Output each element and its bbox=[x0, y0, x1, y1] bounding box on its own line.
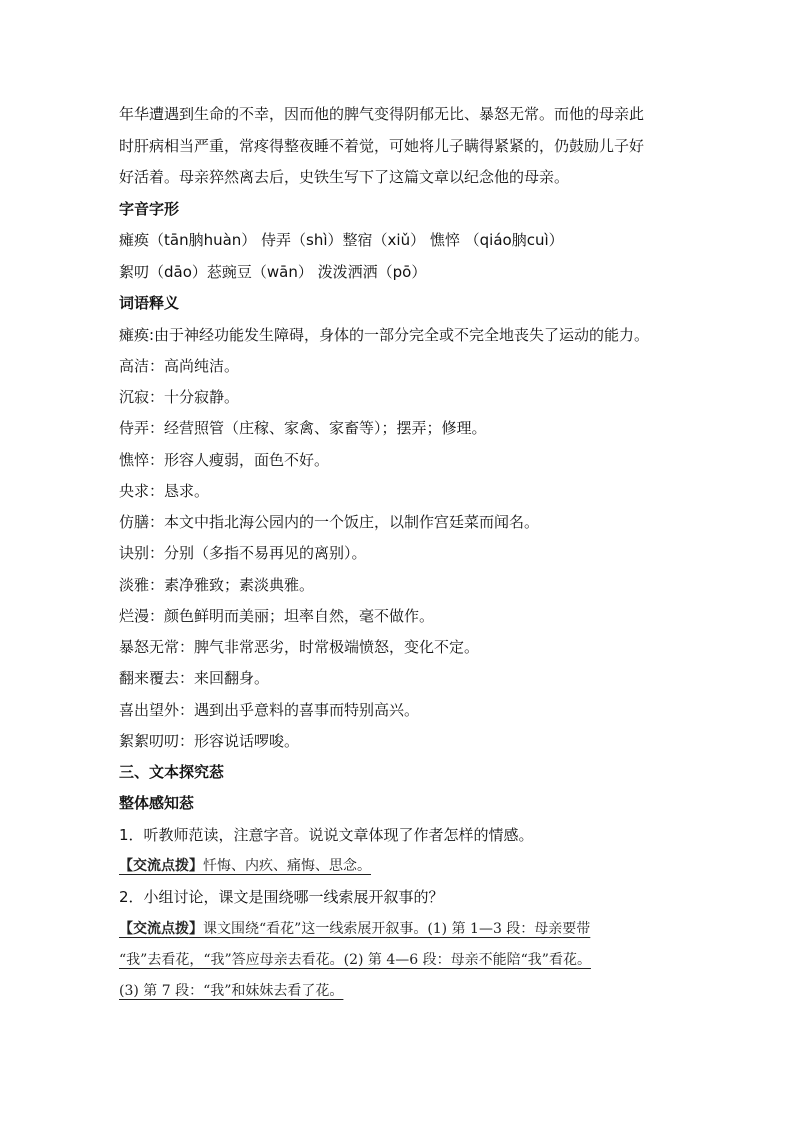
vocabulary-item: 絮絮叨叨：形容说话啰唆。 bbox=[119, 732, 300, 750]
question-2: 2．小组讨论，课文是围绕哪一线索展开叙事的？ bbox=[119, 888, 444, 906]
vocabulary-item: 侍弄：经营照管（庄稼、家禽、家畜等）；摆弄；修理。 bbox=[119, 419, 487, 437]
answer-2-label: 【交流点拨】 bbox=[119, 921, 203, 937]
answer-1 bbox=[119, 856, 371, 876]
vocabulary-item: 憔悴：形容人瘦弱，面色不好。 bbox=[119, 451, 330, 469]
vocabulary-item: 仿膳：本文中指北海公园内的一个饭庄，以制作宫廷菜而闻名。 bbox=[119, 513, 540, 531]
intro-line-2: 时肝病相当严重，常疼得整夜睡不着觉，可她将儿子瞒得紧紧的，仍鼓励儿子好 bbox=[119, 137, 645, 155]
vocabulary-item: 翻来覆去：来回翻身。 bbox=[119, 669, 270, 687]
vocabulary-item: 淡雅：素净雅致；素淡典雅。 bbox=[119, 576, 315, 594]
vocabulary-item: 央求：恳求。 bbox=[119, 482, 210, 500]
vocabulary-item: 沉寂：十分寂静。 bbox=[119, 388, 240, 406]
answer-2-text-1: 课文围绕“看花”这一线索展开叙事。(1) 第 1—3 段：母亲要带 bbox=[203, 921, 591, 937]
vocabulary-heading: 词语释义 bbox=[119, 294, 180, 312]
vocabulary-item: 喜出望外：遇到出乎意料的喜事而特别高兴。 bbox=[119, 701, 420, 719]
answer-1-text: 忏悔、内疚、痛悔、思念。 bbox=[203, 858, 371, 874]
pronunciation-line-2: 絮叨（dāo）䓗豌豆（wān） 泼泼洒洒（pō） bbox=[119, 263, 427, 281]
answer-2-line-3: (3) 第 7 段：“我”和妹妹去看了花。 bbox=[119, 983, 344, 999]
pronunciation-line-1: 瘫痪（tān朒huàn） 侍弄（shì）整宿（xiǔ） 憔悴 （qiáo朒cuì） bbox=[119, 231, 564, 249]
vocabulary-item: 烂漫：颜色鲜明而美丽；坦率自然，毫不做作。 bbox=[119, 607, 435, 625]
intro-line-1: 年华遭遇到生命的不幸，因而他的脾气变得阴郁无比、暴怒无常。而他的母亲此 bbox=[119, 105, 645, 123]
pronunciation-heading: 字音字形 bbox=[119, 200, 180, 218]
answer-1-label: 【交流点拨】 bbox=[119, 858, 203, 874]
intro-line-3: 好活着。母亲猝然离去后，史铁生写下了这篇文章以纪念他的母亲。 bbox=[119, 168, 570, 186]
vocabulary-item: 暴怒无常：脾气非常恶劣，时常极端愤怒，变化不定。 bbox=[119, 638, 480, 656]
section-heading: 三、文本探究䓗 bbox=[119, 763, 225, 781]
vocabulary-item: 高洁：高尚纯洁。 bbox=[119, 357, 240, 375]
section-subheading: 整体感知䓗 bbox=[119, 794, 195, 812]
question-1: 1．听教师范读，注意字音。说说文章体现了作者怎样的情感。 bbox=[119, 826, 534, 844]
vocabulary-item: 瘫痪:由于神经功能发生障碍，身体的一部分完全或不完全地丧失了运动的能力。 bbox=[119, 326, 650, 344]
answer-2-line-2: “我”去看花，“我”答应母亲去看花。(2) 第 4—6 段：母亲不能陪“我”看花。 bbox=[119, 952, 591, 968]
vocabulary-item: 诀别：分别（多指不易再见的离别）。 bbox=[119, 544, 367, 562]
answer-2-line-1 bbox=[119, 919, 590, 939]
